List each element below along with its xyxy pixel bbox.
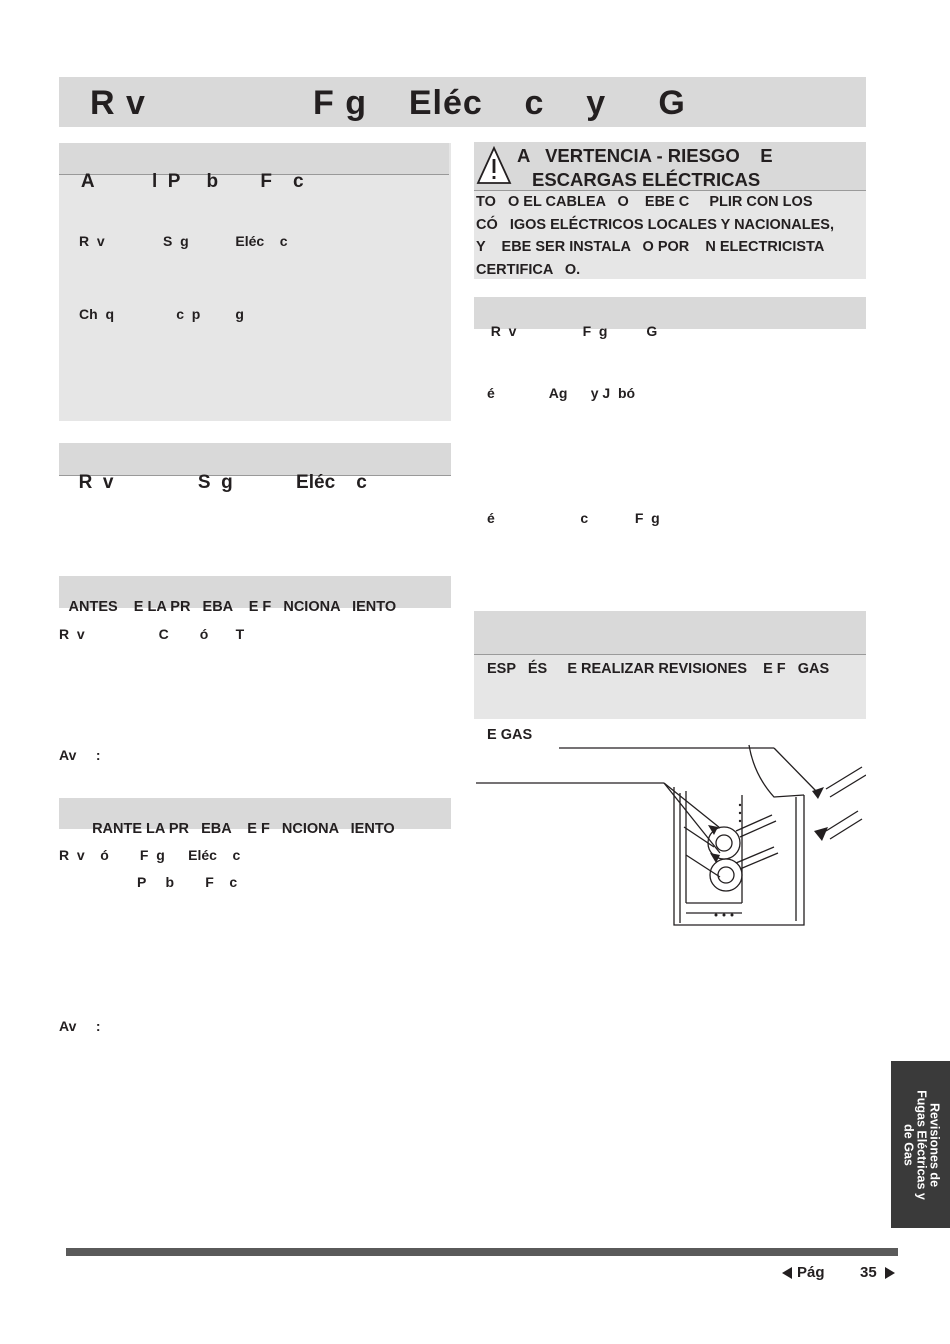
page-number: 35: [860, 1264, 877, 1281]
unit-valves-illustration: [474, 735, 866, 935]
warning-body-line: TO O EL CABLEA O EBE C PLIR CON LOS: [476, 194, 813, 210]
triangle-left-icon[interactable]: [781, 1267, 793, 1279]
section2-header: [59, 443, 451, 493]
section1-item1: R v S g Eléc c: [79, 233, 288, 249]
gas-check-item1: é Ag y J bó: [487, 385, 636, 401]
warning-title-line2: ESCARGAS ELÉCTRICAS: [532, 169, 761, 190]
tab-line: de Gas: [901, 1123, 915, 1166]
before-test-item: R v C ó T: [59, 626, 245, 642]
gas-check-header: [474, 297, 866, 339]
before-test-header: [59, 576, 451, 615]
section-tab: [891, 1061, 950, 1228]
during-test-header-text: RANTE LA PR EBA E F NCIONA IENTO: [92, 821, 395, 837]
warning-title-line1: A VERTENCIA - RIESGO E: [517, 145, 773, 166]
after-check-header-line1: ESP ÉS E REALIZAR REVISIONES E F GAS: [487, 661, 830, 677]
during-test-note: Av :: [59, 1018, 101, 1034]
tab-line: Fugas Eléctricas y: [914, 1089, 928, 1200]
gas-check-item2: é c F g: [487, 510, 660, 526]
during-test-header: [59, 798, 451, 837]
page-label: Pág: [797, 1264, 825, 1281]
section1-header: [59, 143, 449, 192]
before-test-header-text: ANTES E LA PR EBA E F NCIONA IENTO: [68, 599, 397, 615]
footer-rule: [66, 1248, 898, 1256]
warning-body: [476, 191, 834, 281]
during-test-line2: P b F c: [137, 874, 238, 890]
after-check-header-line2: E GAS: [487, 727, 533, 743]
after-check-header: [474, 611, 866, 743]
section-tab-text: [901, 1090, 940, 1200]
warning-body-line: CÓ IGOS ELÉCTRICOS LOCALES Y NACIONALES,: [476, 216, 834, 233]
during-test-line1: R v ó F g Eléc c: [59, 847, 241, 863]
section1-header-text: A l P b F c: [80, 171, 304, 192]
gas-check-header-text: R v F g G: [490, 323, 658, 339]
warning-body-line: Y EBE SER INSTALA O POR N ELECTRICISTA: [476, 239, 825, 255]
page-title: R v F g Eléc c y G: [90, 84, 686, 122]
section1-item2: Ch q c p g: [79, 306, 244, 322]
triangle-right-icon[interactable]: [884, 1267, 896, 1279]
tab-line: Revisiones de: [927, 1102, 941, 1187]
before-test-note: Av :: [59, 747, 101, 763]
section2-header-text: R v S g Eléc c: [78, 472, 367, 493]
warning-triangle-icon: [476, 146, 512, 186]
warning-body-line: CERTIFICA O.: [476, 261, 581, 278]
